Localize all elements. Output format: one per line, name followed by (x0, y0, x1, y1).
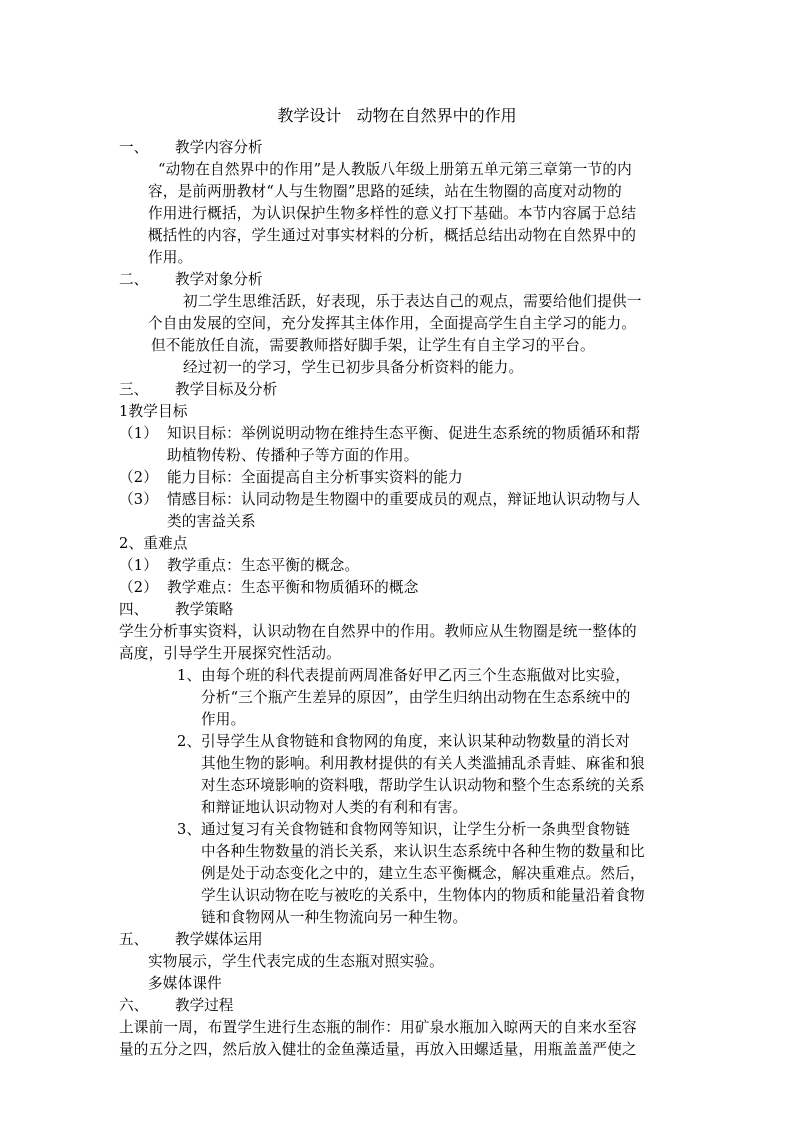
section-5-line: 实物展示，学生代表完成的生态瓶对照实验。 (148, 953, 444, 970)
section-1-heading: 教学内容分析 (175, 139, 263, 156)
goal-item-line: 情感目标：认同动物是生物圈中的重要成员的观点，辩证地认识动物与人 (167, 491, 641, 508)
key-point-number: （2） (119, 579, 159, 596)
strategy-item-line: 和辩证地认识动物对人类的有利和有害。 (201, 799, 468, 816)
section-2-line: 但不能放任自流，需要教师搭好脚手架，让学生有自主学习的平台。 (151, 337, 595, 354)
strategy-item-line: 链和食物网从一种生物流向另一种生物。 (201, 909, 468, 926)
section-5-heading: 教学媒体运用 (175, 931, 263, 948)
section-6-heading: 教学过程 (175, 997, 234, 1014)
goal-item-line: 类的害益关系 (167, 513, 256, 530)
document-title: 教学设计 动物在自然界中的作用 (277, 106, 517, 125)
section-2-number: 二、 (119, 271, 149, 288)
strategy-item-number: 3、 (177, 821, 202, 838)
strategy-item-line: 引导学生从食物链和食物网的角度，来认识某种动物数量的消长对 (201, 733, 631, 750)
section-1-number: 一、 (119, 139, 149, 156)
section-4-heading: 教学策略 (175, 601, 234, 618)
section-4-intro-line: 高度，引导学生开展探究性活动。 (119, 645, 341, 662)
strategy-item-line: 其他生物的影响。利用教材提供的有关人类滥捕乱杀青蛙、麻雀和狼 (201, 755, 645, 772)
strategy-item-line: 对生态环境影响的资料哦，帮助学生认识动物和整个生态系统的关系 (201, 777, 645, 794)
goal-item-number: （1） (119, 425, 159, 442)
section-1-line: “动物在自然界中的作用”是人教版八年级上册第五单元第三章第一节的内 (158, 161, 632, 178)
section-3-heading: 教学目标及分析 (175, 381, 278, 398)
goal-item-number: （2） (119, 469, 159, 486)
goal-item-line: 知识目标：举例说明动物在维持生态平衡、促进生态系统的物质循环和帮 (167, 425, 641, 442)
section-1-line: 概括性的内容，学生通过对事实材料的分析，概括总结出动物在自然界中的 (148, 227, 637, 244)
section-2-line: 个自由发展的空间，充分发挥其主体作用，全面提高学生自主学习的能力。 (148, 315, 637, 332)
section-1-line: 作用进行概括，为认识保护生物多样性的意义打下基础。本节内容属于总结 (148, 205, 637, 222)
section-5-number: 五、 (119, 931, 149, 948)
goal-item-line: 助植物传粉、传播种子等方面的作用。 (167, 447, 419, 464)
section-6-line: 上课前一周，布置学生进行生态瓶的制作：用矿泉水瓶加入晾两天的自来水至容 (119, 1019, 637, 1036)
key-point-text: 教学难点：生态平衡和物质循环的概念 (167, 579, 419, 596)
key-point-number: （1） (119, 557, 159, 574)
section-5-line: 多媒体课件 (148, 975, 222, 992)
goal-item-number: （3） (119, 491, 159, 508)
strategy-item-line: 中各种生物数量的消长关系，来认识生态系统中各种生物的数量和比 (201, 843, 645, 860)
strategy-item-line: 作用。 (201, 711, 246, 728)
section-4-intro-line: 学生分析事实资料，认识动物在自然界中的作用。教师应从生物圈是统一整体的 (119, 623, 637, 640)
section-3-number: 三、 (119, 381, 149, 398)
strategy-item-line: 分析“三个瓶产生差异的原因”，由学生归纳出动物在生态系统中的 (201, 689, 631, 706)
goal-item-line: 能力目标：全面提高自主分析事实资料的能力 (167, 469, 463, 486)
strategy-item-line: 通过复习有关食物链和食物网等知识，让学生分析一条典型食物链 (201, 821, 631, 838)
section-3-subheading: 2、重难点 (119, 535, 188, 552)
section-6-line: 量的五分之四，然后放入健壮的金鱼藻适量，再放入田螺适量，用瓶盖盖严使之 (119, 1041, 637, 1058)
strategy-item-line: 学生认识动物在吃与被吃的关系中，生物体内的物质和能量沿着食物 (201, 887, 645, 904)
section-6-number: 六、 (119, 997, 149, 1014)
section-2-heading: 教学对象分析 (175, 271, 263, 288)
section-2-line: 初二学生思维活跃，好表现，乐于表达自己的观点，需要给他们提供一 (183, 293, 642, 310)
strategy-item-line: 由每个班的科代表提前两周准备好甲乙丙三个生态瓶做对比实验， (201, 667, 631, 684)
section-1-line: 容，是前两册教材“人与生物圈”思路的延续，站在生物圈的高度对动物的 (148, 183, 622, 200)
section-3-subheading: 1教学目标 (119, 403, 188, 420)
strategy-item-line: 例是处于动态变化之中的，建立生态平衡概念，解决重难点。然后， (201, 865, 645, 882)
section-1-line: 作用。 (148, 249, 193, 266)
key-point-text: 教学重点：生态平衡的概念。 (167, 557, 360, 574)
section-2-line: 经过初一的学习，学生已初步具备分析资料的能力。 (183, 359, 524, 376)
section-4-number: 四、 (119, 601, 149, 618)
strategy-item-number: 1、 (177, 667, 202, 684)
strategy-item-number: 2、 (177, 733, 202, 750)
